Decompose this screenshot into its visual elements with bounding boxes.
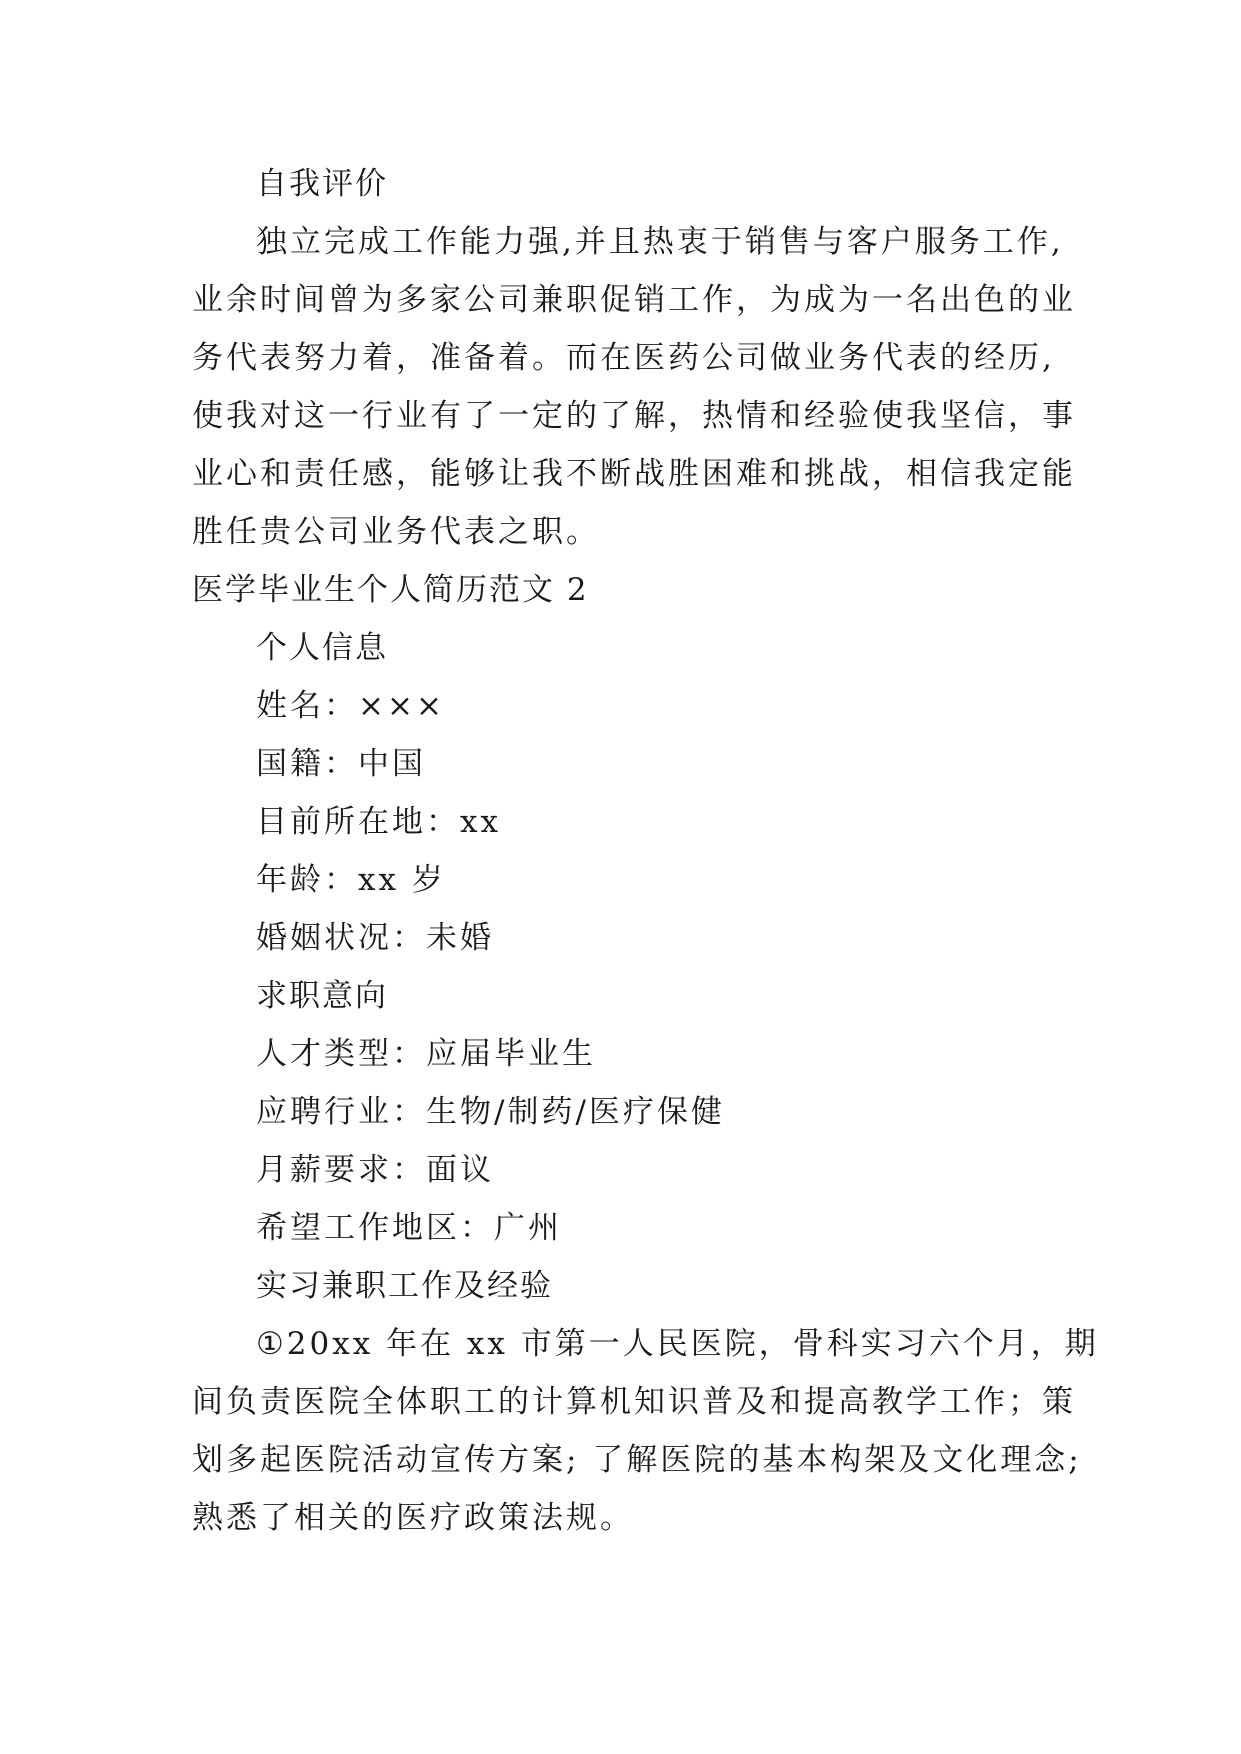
location-field: 目前所在地：xx: [256, 804, 501, 840]
name-field: 姓名：×××: [256, 688, 445, 724]
self-evaluation-line-1: 独立完成工作能力强,并且热衷于销售与客户服务工作,: [256, 224, 1064, 260]
experience-line-3: 划多起医院活动宣传方案; 了解医院的基本构架及文化理念;: [192, 1442, 1082, 1478]
self-evaluation-line-6: 胜任贵公司业务代表之职。: [192, 514, 600, 550]
nationality-field: 国籍：中国: [256, 746, 426, 782]
industry-field: 应聘行业：生物/制药/医疗保健: [256, 1094, 725, 1130]
job-intention-heading: 求职意向: [256, 978, 388, 1014]
experience-heading: 实习兼职工作及经验: [256, 1268, 553, 1304]
personal-info-heading: 个人信息: [256, 630, 388, 666]
self-evaluation-heading: 自我评价: [256, 166, 388, 202]
talent-type-field: 人才类型：应届毕业生: [256, 1036, 596, 1072]
salary-field: 月薪要求：面议: [256, 1152, 494, 1188]
self-evaluation-line-2: 业余时间曾为多家公司兼职促销工作，为成为一名出色的业: [192, 282, 1076, 318]
experience-line-2: 间负责医院全体职工的计算机知识普及和提高教学工作；策: [192, 1384, 1076, 1420]
self-evaluation-line-3: 务代表努力着，准备着。而在医药公司做业务代表的经历,: [192, 340, 1055, 376]
self-evaluation-line-4: 使我对这一行业有了一定的了解，热情和经验使我坚信，事: [192, 398, 1076, 434]
age-field: 年龄：xx 岁: [256, 862, 446, 898]
experience-line-4: 熟悉了相关的医疗政策法规。: [192, 1500, 634, 1536]
region-field: 希望工作地区：广州: [256, 1210, 562, 1246]
marital-status-field: 婚姻状况：未婚: [256, 920, 494, 956]
resume-title: 医学毕业生个人简历范文 2: [192, 572, 589, 608]
self-evaluation-line-5: 业心和责任感，能够让我不断战胜困难和挑战，相信我定能: [192, 456, 1076, 492]
experience-line-1: ①20xx 年在 xx 市第一人民医院，骨科实习六个月，期: [256, 1326, 1099, 1362]
